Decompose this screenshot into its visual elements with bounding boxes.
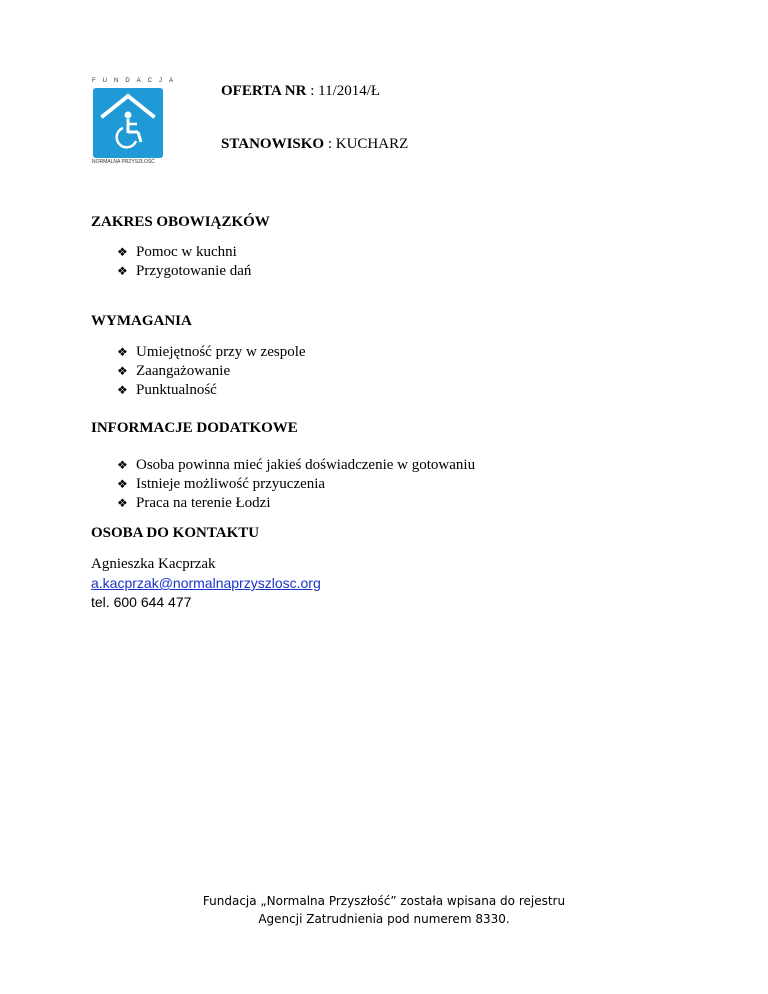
logo-bottom-text: NORMALNA PRZYSZŁOŚĆ [92,159,155,165]
list-item-text: Zaangażowanie [136,363,231,379]
list-item-text: Umiejętność przy w zespole [136,344,306,360]
logo-top-text: FUNDACJA [92,78,181,84]
list-item-text: Pomoc w kuchni [136,244,237,260]
requirements-heading: WYMAGANIA [91,313,192,329]
list-item [117,381,306,400]
logo-emblem [93,88,163,158]
footer-line-2: Agencji Zatrudnienia pod numerem 8330. [258,912,510,926]
list-item [117,456,475,475]
offer-label: OFERTA NR [221,83,307,99]
bullet-icon: ❖ [117,383,128,397]
list-item [117,475,475,494]
duties-list [117,243,251,281]
foundation-logo [92,78,181,166]
requirements-list [117,343,306,400]
position [221,136,408,153]
additional-info-list [117,456,475,513]
position-label: STANOWISKO [221,136,325,152]
list-item [117,343,306,362]
bullet-icon: ❖ [117,264,128,278]
contact-phone: tel. 600 644 477 [91,594,192,610]
list-item-text: Przygotowanie dań [136,263,252,279]
list-item-text: Osoba powinna mieć jakieś doświadczenie w gotowaniu [136,457,476,473]
bullet-icon: ❖ [117,245,128,259]
position-value: : KUCHARZ [327,136,409,152]
footer-note [0,892,768,928]
bullet-icon: ❖ [117,458,128,472]
list-item [117,362,306,381]
additional-info-heading: INFORMACJE DODATKOWE [91,420,298,436]
bullet-icon: ❖ [117,496,128,510]
list-item-text: Punktualność [136,382,217,398]
duties-heading: ZAKRES OBOWIĄZKÓW [91,214,270,230]
list-item-text: Istnieje możliwość przyuczenia [136,476,326,492]
bullet-icon: ❖ [117,477,128,491]
list-item [117,243,251,262]
offer-number [221,83,380,100]
footer-line-1: Fundacja „Normalna Przyszłość” została wpisana do rejestru [202,894,566,908]
wheelchair-house-icon [93,88,163,158]
contact-block [91,555,321,612]
bullet-icon: ❖ [117,345,128,359]
contact-name: Agnieszka Kacprzak [91,556,216,572]
list-item [117,262,251,281]
list-item [117,494,475,513]
contact-email-link[interactable]: a.kacprzak@normalnaprzyszlosc.org [91,575,321,591]
bullet-icon: ❖ [117,364,128,378]
list-item-text: Praca na terenie Łodzi [136,495,271,511]
contact-heading: OSOBA DO KONTAKTU [91,525,260,541]
offer-value: : 11/2014/Ł [310,83,381,99]
